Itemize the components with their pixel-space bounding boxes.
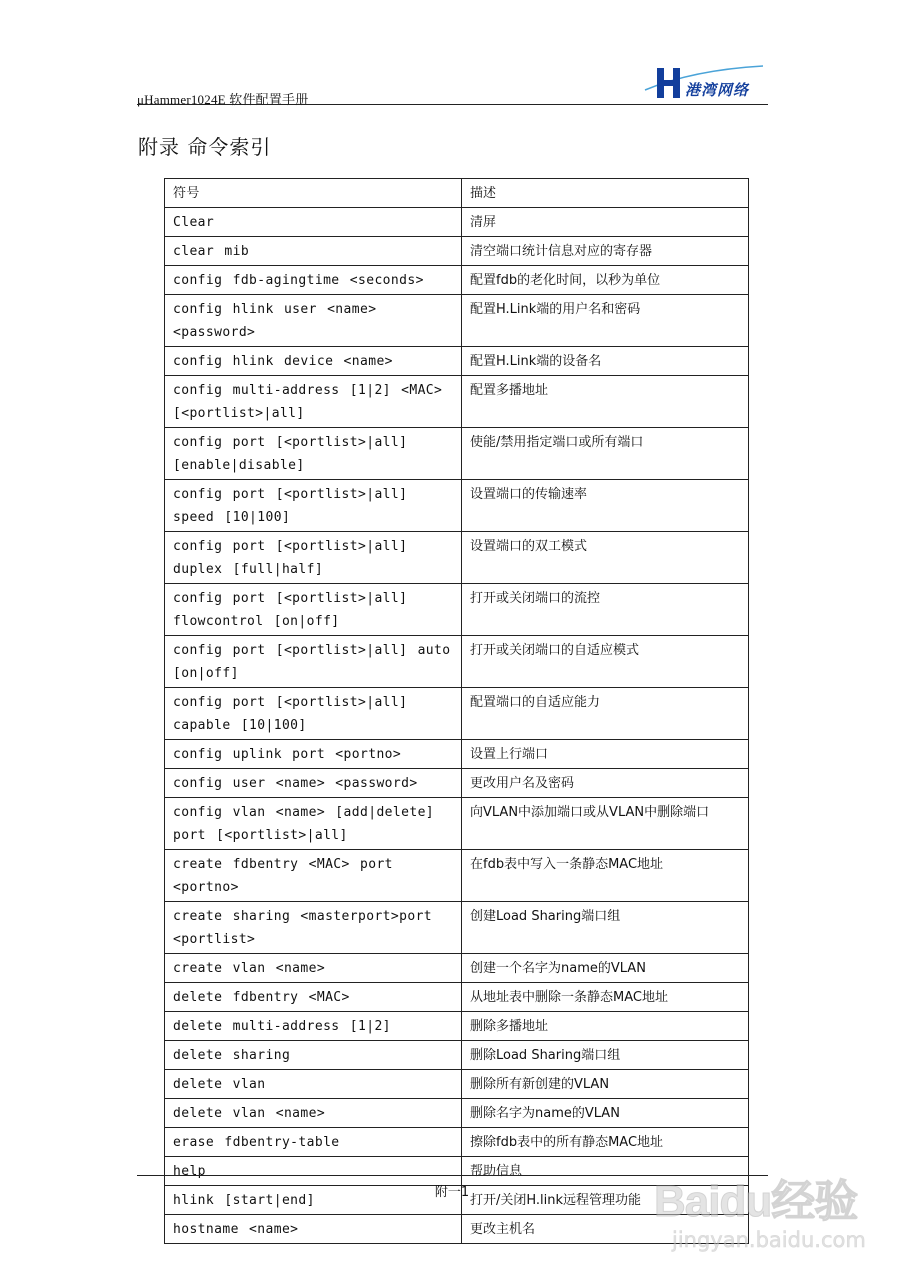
appendix-title: 附录 命令索引	[138, 135, 272, 159]
command-cell: delete sharing	[165, 1041, 462, 1070]
table-row	[165, 636, 749, 688]
description-cell: 清空端口统计信息对应的寄存器	[462, 237, 749, 266]
command-cell: delete multi-address [1|2]	[165, 1012, 462, 1041]
page-number: 附一1	[434, 1185, 470, 1200]
description-cell: 配置fdb的老化时间，以秒为单位	[462, 266, 749, 295]
command-cell: config port [<portlist>|all] speed [10|100]	[165, 480, 462, 532]
table-row	[165, 532, 749, 584]
command-cell: delete vlan <name>	[165, 1099, 462, 1128]
command-cell: config port [<portlist>|all] auto [on|off]	[165, 636, 462, 688]
command-cell: create fdbentry <MAC> port <portno>	[165, 850, 462, 902]
description-cell: 向VLAN中添加端口或从VLAN中删除端口	[462, 798, 749, 850]
table-row	[165, 1070, 749, 1099]
command-cell: config vlan <name> [add|delete] port [<portlist>|all]	[165, 798, 462, 850]
command-cell: config fdb-agingtime <seconds>	[165, 266, 462, 295]
document-title: μHammer1024E 软件配置手册	[137, 92, 309, 107]
description-cell: 擦除fdb表中的所有静态MAC地址	[462, 1128, 749, 1157]
table-row	[165, 688, 749, 740]
command-cell: config hlink device <name>	[165, 347, 462, 376]
description-cell: 更改主机名	[462, 1215, 749, 1244]
table-row	[165, 740, 749, 769]
command-index-table	[164, 178, 749, 1244]
column-header-symbol: 符号	[165, 179, 462, 208]
company-logo	[643, 60, 768, 102]
description-cell: 配置端口的自适应能力	[462, 688, 749, 740]
description-cell: 设置上行端口	[462, 740, 749, 769]
description-cell: 配置H.Link端的用户名和密码	[462, 295, 749, 347]
description-cell: 打开或关闭端口的自适应模式	[462, 636, 749, 688]
command-cell: delete vlan	[165, 1070, 462, 1099]
description-cell: 设置端口的传输速率	[462, 480, 749, 532]
command-cell: erase fdbentry-table	[165, 1128, 462, 1157]
table-row	[165, 798, 749, 850]
command-cell: help	[165, 1157, 462, 1186]
description-cell: 创建一个名字为name的VLAN	[462, 954, 749, 983]
table-row	[165, 983, 749, 1012]
logo-text: 港湾网络	[685, 81, 750, 99]
table-row	[165, 208, 749, 237]
table-row	[165, 1099, 749, 1128]
table-row	[165, 954, 749, 983]
description-cell: 从地址表中删除一条静态MAC地址	[462, 983, 749, 1012]
command-cell: clear mib	[165, 237, 462, 266]
command-cell: hlink [start|end]	[165, 1186, 462, 1215]
table-row	[165, 237, 749, 266]
table-row	[165, 376, 749, 428]
command-cell: delete fdbentry <MAC>	[165, 983, 462, 1012]
command-cell: config port [<portlist>|all] [enable|disable]	[165, 428, 462, 480]
table-row	[165, 850, 749, 902]
command-cell: create vlan <name>	[165, 954, 462, 983]
description-cell: 打开/关闭H.link远程管理功能	[462, 1186, 749, 1215]
command-cell: hostname <name>	[165, 1215, 462, 1244]
page-header	[137, 60, 768, 106]
description-cell: 删除所有新创建的VLAN	[462, 1070, 749, 1099]
table-row	[165, 1012, 749, 1041]
description-cell: 打开或关闭端口的流控	[462, 584, 749, 636]
header-divider	[137, 104, 768, 105]
description-cell: 配置H.Link端的设备名	[462, 347, 749, 376]
description-cell: 删除名字为name的VLAN	[462, 1099, 749, 1128]
command-cell: config multi-address [1|2] <MAC> [<portlist>|all]	[165, 376, 462, 428]
table-row	[165, 584, 749, 636]
description-cell: 创建Load Sharing端口组	[462, 902, 749, 954]
table-row	[165, 347, 749, 376]
command-cell: config user <name> <password>	[165, 769, 462, 798]
table-row	[165, 266, 749, 295]
table-row	[165, 480, 749, 532]
table-row	[165, 902, 749, 954]
table-header-row	[165, 179, 749, 208]
table-row	[165, 769, 749, 798]
column-header-description: 描述	[462, 179, 749, 208]
command-cell: config port [<portlist>|all] capable [10|100]	[165, 688, 462, 740]
watermark-brand: Baidu经验	[654, 1177, 858, 1226]
description-cell: 使能/禁用指定端口或所有端口	[462, 428, 749, 480]
description-cell: 删除多播地址	[462, 1012, 749, 1041]
table-row	[165, 428, 749, 480]
description-cell: 在fdb表中写入一条静态MAC地址	[462, 850, 749, 902]
table-row	[165, 1041, 749, 1070]
description-cell: 配置多播地址	[462, 376, 749, 428]
description-cell: 设置端口的双工模式	[462, 532, 749, 584]
table-row	[165, 295, 749, 347]
command-cell: config port [<portlist>|all] duplex [full|half]	[165, 532, 462, 584]
command-cell: Clear	[165, 208, 462, 237]
command-cell: config uplink port <portno>	[165, 740, 462, 769]
command-cell: create sharing <masterport>port <portlist>	[165, 902, 462, 954]
description-cell: 帮助信息	[462, 1157, 749, 1186]
description-cell: 删除Load Sharing端口组	[462, 1041, 749, 1070]
baidu-watermark	[644, 1150, 864, 1275]
command-cell: config hlink user <name> <password>	[165, 295, 462, 347]
command-cell: config port [<portlist>|all] flowcontrol [on|off]	[165, 584, 462, 636]
description-cell: 清屏	[462, 208, 749, 237]
watermark-url: jingyan.baidu.com	[672, 1228, 866, 1252]
description-cell: 更改用户名及密码	[462, 769, 749, 798]
